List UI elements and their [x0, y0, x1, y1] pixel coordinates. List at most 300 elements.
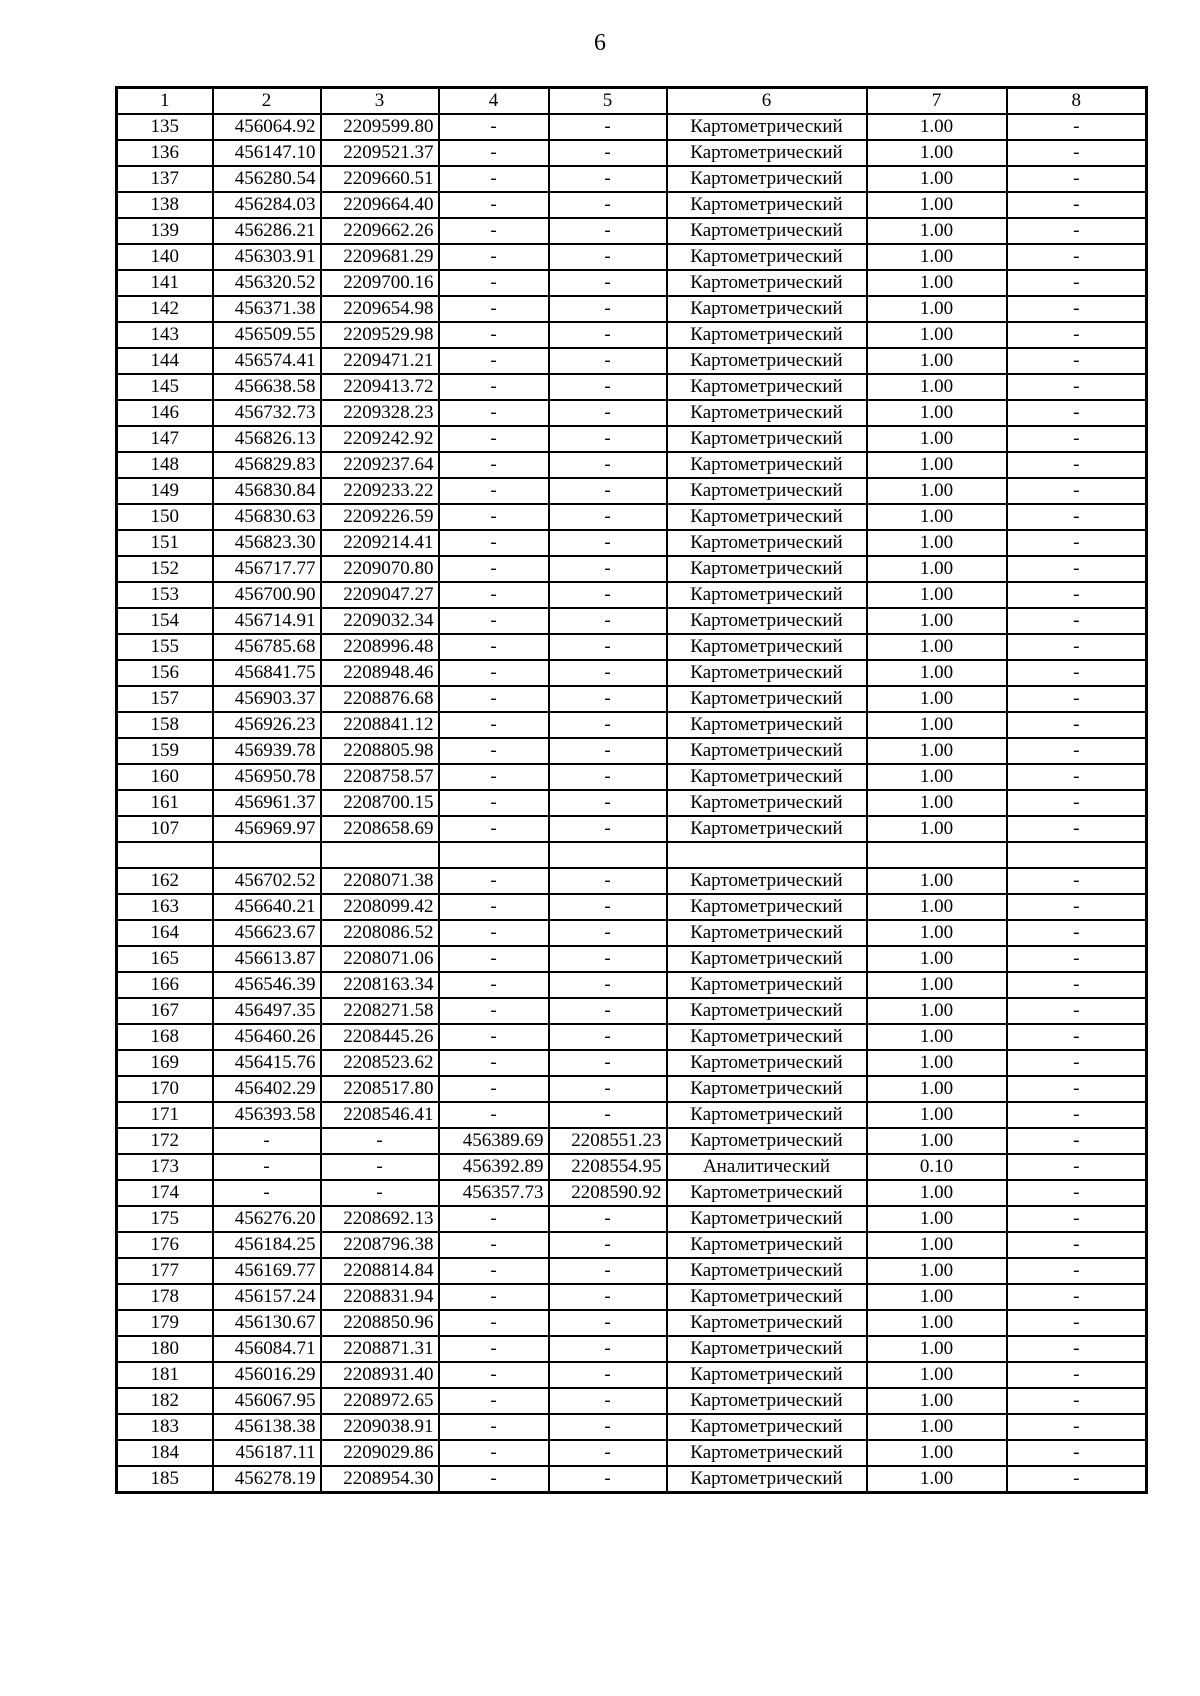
cell-accuracy: 1.00	[867, 582, 1007, 608]
cell-accuracy	[867, 842, 1007, 868]
cell-accuracy: 1.00	[867, 1414, 1007, 1440]
cell-x-coord-new: 456357.73	[439, 1180, 549, 1206]
cell-y-coord-new: -	[549, 348, 667, 374]
cell-method: Аналитический	[667, 1154, 867, 1180]
cell-x-coord: 456640.21	[213, 894, 321, 920]
cell-point-number: 155	[117, 634, 213, 660]
cell-x-coord: 456829.83	[213, 452, 321, 478]
table-row	[117, 166, 1147, 192]
cell-x-coord: 456961.37	[213, 790, 321, 816]
cell-y-coord-new: 2208590.92	[549, 1180, 667, 1206]
cell-method	[667, 842, 867, 868]
cell-method: Картометрический	[667, 556, 867, 582]
cell-accuracy: 1.00	[867, 946, 1007, 972]
cell-x-coord-new: -	[439, 868, 549, 894]
cell-x-coord-new: -	[439, 452, 549, 478]
cell-point-number: 139	[117, 218, 213, 244]
cell-y-coord: 2208071.06	[321, 946, 439, 972]
table-row	[117, 842, 1147, 868]
cell-accuracy: 1.00	[867, 1232, 1007, 1258]
table-row	[117, 192, 1147, 218]
cell-y-coord: 2208805.98	[321, 738, 439, 764]
column-header-7: 7	[867, 88, 1007, 115]
cell-y-coord-new: -	[549, 1258, 667, 1284]
cell-description: -	[1007, 426, 1147, 452]
cell-method: Картометрический	[667, 738, 867, 764]
cell-y-coord: 2208099.42	[321, 894, 439, 920]
cell-accuracy: 1.00	[867, 738, 1007, 764]
cell-accuracy: 1.00	[867, 920, 1007, 946]
cell-point-number: 107	[117, 816, 213, 842]
table-row	[117, 816, 1147, 842]
cell-y-coord-new: -	[549, 764, 667, 790]
cell-y-coord: 2208814.84	[321, 1258, 439, 1284]
cell-y-coord: 2208850.96	[321, 1310, 439, 1336]
cell-x-coord-new: -	[439, 140, 549, 166]
cell-description: -	[1007, 1206, 1147, 1232]
cell-y-coord-new: -	[549, 972, 667, 998]
table-row	[117, 738, 1147, 764]
cell-description: -	[1007, 322, 1147, 348]
cell-y-coord-new: -	[549, 946, 667, 972]
cell-x-coord-new: -	[439, 374, 549, 400]
cell-description: -	[1007, 374, 1147, 400]
table-row	[117, 1466, 1147, 1493]
table-row	[117, 1284, 1147, 1310]
cell-accuracy: 1.00	[867, 426, 1007, 452]
coordinates-table-container	[115, 86, 1145, 1494]
cell-y-coord: 2209664.40	[321, 192, 439, 218]
cell-point-number: 164	[117, 920, 213, 946]
cell-x-coord: 456187.11	[213, 1440, 321, 1466]
cell-description: -	[1007, 686, 1147, 712]
cell-description: -	[1007, 634, 1147, 660]
cell-x-coord-new: -	[439, 504, 549, 530]
table-row	[117, 946, 1147, 972]
cell-x-coord: 456371.38	[213, 296, 321, 322]
cell-method: Картометрический	[667, 140, 867, 166]
cell-x-coord-new: 456392.89	[439, 1154, 549, 1180]
cell-y-coord-new: -	[549, 270, 667, 296]
cell-description: -	[1007, 868, 1147, 894]
table-row	[117, 114, 1147, 140]
cell-y-coord-new: -	[549, 530, 667, 556]
cell-accuracy: 1.00	[867, 504, 1007, 530]
cell-y-coord-new: -	[549, 816, 667, 842]
cell-x-coord: 456950.78	[213, 764, 321, 790]
cell-y-coord-new	[549, 842, 667, 868]
cell-y-coord-new: -	[549, 478, 667, 504]
cell-x-coord: 456903.37	[213, 686, 321, 712]
table-row	[117, 1102, 1147, 1128]
cell-method: Картометрический	[667, 244, 867, 270]
table-row	[117, 348, 1147, 374]
cell-method: Картометрический	[667, 192, 867, 218]
cell-y-coord-new: -	[549, 426, 667, 452]
cell-x-coord-new: -	[439, 1232, 549, 1258]
cell-y-coord-new: -	[549, 1388, 667, 1414]
cell-x-coord: 456016.29	[213, 1362, 321, 1388]
cell-description	[1007, 842, 1147, 868]
cell-point-number: 151	[117, 530, 213, 556]
cell-x-coord: 456702.52	[213, 868, 321, 894]
cell-x-coord-new: -	[439, 270, 549, 296]
cell-y-coord-new: -	[549, 634, 667, 660]
cell-x-coord: 456138.38	[213, 1414, 321, 1440]
cell-y-coord-new: -	[549, 504, 667, 530]
cell-y-coord-new: -	[549, 1076, 667, 1102]
table-row	[117, 218, 1147, 244]
table-row	[117, 582, 1147, 608]
cell-method: Картометрический	[667, 1076, 867, 1102]
cell-y-coord-new: -	[549, 1336, 667, 1362]
cell-accuracy: 1.00	[867, 452, 1007, 478]
table-row	[117, 504, 1147, 530]
cell-x-coord-new: -	[439, 1206, 549, 1232]
cell-x-coord-new: -	[439, 998, 549, 1024]
cell-description: -	[1007, 998, 1147, 1024]
cell-point-number: 150	[117, 504, 213, 530]
cell-description: -	[1007, 530, 1147, 556]
column-header-8: 8	[1007, 88, 1147, 115]
cell-point-number: 171	[117, 1102, 213, 1128]
cell-point-number: 158	[117, 712, 213, 738]
cell-y-coord-new: -	[549, 322, 667, 348]
cell-x-coord-new: -	[439, 1362, 549, 1388]
column-header-4: 4	[439, 88, 549, 115]
cell-x-coord: 456638.58	[213, 374, 321, 400]
cell-point-number: 146	[117, 400, 213, 426]
table-row	[117, 608, 1147, 634]
cell-x-coord-new: -	[439, 972, 549, 998]
cell-description: -	[1007, 1232, 1147, 1258]
cell-x-coord: 456169.77	[213, 1258, 321, 1284]
cell-x-coord: 456509.55	[213, 322, 321, 348]
cell-y-coord-new: -	[549, 1310, 667, 1336]
cell-method: Картометрический	[667, 712, 867, 738]
cell-y-coord: 2208658.69	[321, 816, 439, 842]
cell-x-coord-new: -	[439, 894, 549, 920]
cell-method: Картометрический	[667, 1284, 867, 1310]
table-row	[117, 530, 1147, 556]
cell-y-coord: 2208163.34	[321, 972, 439, 998]
table-row	[117, 972, 1147, 998]
table-row	[117, 712, 1147, 738]
cell-method: Картометрический	[667, 296, 867, 322]
cell-x-coord-new: -	[439, 426, 549, 452]
cell-description: -	[1007, 790, 1147, 816]
cell-y-coord-new: -	[549, 1050, 667, 1076]
table-row	[117, 1336, 1147, 1362]
cell-description: -	[1007, 400, 1147, 426]
cell-x-coord-new: -	[439, 1466, 549, 1493]
cell-point-number: 181	[117, 1362, 213, 1388]
table-row	[117, 1024, 1147, 1050]
cell-y-coord-new: -	[549, 608, 667, 634]
cell-description: -	[1007, 1024, 1147, 1050]
cell-point-number: 162	[117, 868, 213, 894]
cell-x-coord: 456623.67	[213, 920, 321, 946]
cell-x-coord: 456278.19	[213, 1466, 321, 1493]
cell-y-coord-new: -	[549, 660, 667, 686]
cell-y-coord-new: -	[549, 1466, 667, 1493]
cell-x-coord: 456284.03	[213, 192, 321, 218]
cell-y-coord: 2209471.21	[321, 348, 439, 374]
cell-description: -	[1007, 1362, 1147, 1388]
cell-method: Картометрический	[667, 1258, 867, 1284]
cell-x-coord-new: 456389.69	[439, 1128, 549, 1154]
cell-point-number: 135	[117, 114, 213, 140]
cell-method: Картометрический	[667, 218, 867, 244]
cell-y-coord: 2209032.34	[321, 608, 439, 634]
cell-method: Картометрический	[667, 1310, 867, 1336]
cell-y-coord-new: -	[549, 868, 667, 894]
cell-x-coord: 456320.52	[213, 270, 321, 296]
cell-y-coord: 2208700.15	[321, 790, 439, 816]
table-row	[117, 894, 1147, 920]
cell-point-number: 179	[117, 1310, 213, 1336]
cell-point-number: 180	[117, 1336, 213, 1362]
cell-accuracy: 0.10	[867, 1154, 1007, 1180]
cell-method: Картометрический	[667, 374, 867, 400]
cell-description: -	[1007, 946, 1147, 972]
cell-point-number: 168	[117, 1024, 213, 1050]
cell-x-coord-new: -	[439, 1414, 549, 1440]
cell-x-coord: 456184.25	[213, 1232, 321, 1258]
cell-x-coord-new: -	[439, 556, 549, 582]
cell-description: -	[1007, 504, 1147, 530]
column-header-3: 3	[321, 88, 439, 115]
cell-y-coord: 2208517.80	[321, 1076, 439, 1102]
cell-x-coord-new: -	[439, 946, 549, 972]
cell-accuracy: 1.00	[867, 972, 1007, 998]
cell-y-coord-new: -	[549, 1102, 667, 1128]
cell-point-number: 185	[117, 1466, 213, 1493]
cell-y-coord: -	[321, 1154, 439, 1180]
coordinates-table	[115, 86, 1148, 1494]
table-row	[117, 1258, 1147, 1284]
cell-description: -	[1007, 478, 1147, 504]
table-header-row	[117, 88, 1147, 115]
table-row	[117, 790, 1147, 816]
cell-x-coord: 456546.39	[213, 972, 321, 998]
cell-x-coord: 456415.76	[213, 1050, 321, 1076]
cell-x-coord: 456276.20	[213, 1206, 321, 1232]
cell-x-coord	[213, 842, 321, 868]
cell-description: -	[1007, 114, 1147, 140]
cell-y-coord: 2208841.12	[321, 712, 439, 738]
cell-y-coord-new: -	[549, 244, 667, 270]
cell-accuracy: 1.00	[867, 1050, 1007, 1076]
cell-accuracy: 1.00	[867, 192, 1007, 218]
cell-x-coord-new: -	[439, 1050, 549, 1076]
cell-method: Картометрический	[667, 660, 867, 686]
cell-accuracy: 1.00	[867, 660, 1007, 686]
cell-x-coord: 456147.10	[213, 140, 321, 166]
table-row	[117, 1206, 1147, 1232]
cell-point-number: 183	[117, 1414, 213, 1440]
cell-y-coord: 2209070.80	[321, 556, 439, 582]
cell-description: -	[1007, 660, 1147, 686]
table-row	[117, 1076, 1147, 1102]
cell-x-coord: 456714.91	[213, 608, 321, 634]
cell-description: -	[1007, 1388, 1147, 1414]
cell-accuracy: 1.00	[867, 296, 1007, 322]
cell-x-coord: -	[213, 1154, 321, 1180]
cell-description: -	[1007, 712, 1147, 738]
cell-accuracy: 1.00	[867, 322, 1007, 348]
cell-x-coord-new	[439, 842, 549, 868]
cell-y-coord-new: -	[549, 790, 667, 816]
cell-accuracy: 1.00	[867, 114, 1007, 140]
cell-description: -	[1007, 764, 1147, 790]
cell-description: -	[1007, 244, 1147, 270]
cell-y-coord-new: 2208554.95	[549, 1154, 667, 1180]
cell-description: -	[1007, 1466, 1147, 1493]
cell-description: -	[1007, 894, 1147, 920]
cell-x-coord-new: -	[439, 790, 549, 816]
cell-accuracy: 1.00	[867, 1388, 1007, 1414]
cell-accuracy: 1.00	[867, 1310, 1007, 1336]
cell-description: -	[1007, 556, 1147, 582]
table-row	[117, 634, 1147, 660]
cell-point-number: 175	[117, 1206, 213, 1232]
cell-x-coord-new: -	[439, 920, 549, 946]
cell-x-coord-new: -	[439, 686, 549, 712]
cell-description: -	[1007, 972, 1147, 998]
table-row	[117, 998, 1147, 1024]
cell-x-coord-new: -	[439, 1258, 549, 1284]
cell-y-coord: 2209237.64	[321, 452, 439, 478]
cell-y-coord-new: -	[549, 114, 667, 140]
cell-method: Картометрический	[667, 816, 867, 842]
cell-accuracy: 1.00	[867, 868, 1007, 894]
cell-point-number: 163	[117, 894, 213, 920]
cell-method: Картометрический	[667, 920, 867, 946]
cell-point-number: 174	[117, 1180, 213, 1206]
cell-y-coord-new: -	[549, 1232, 667, 1258]
cell-y-coord-new: -	[549, 1284, 667, 1310]
cell-x-coord-new: -	[439, 1024, 549, 1050]
cell-x-coord-new: -	[439, 738, 549, 764]
cell-y-coord: 2209226.59	[321, 504, 439, 530]
cell-point-number: 178	[117, 1284, 213, 1310]
cell-accuracy: 1.00	[867, 998, 1007, 1024]
cell-y-coord-new: -	[549, 1206, 667, 1232]
cell-x-coord: 456926.23	[213, 712, 321, 738]
cell-accuracy: 1.00	[867, 816, 1007, 842]
cell-point-number: 182	[117, 1388, 213, 1414]
cell-x-coord-new: -	[439, 1102, 549, 1128]
cell-accuracy: 1.00	[867, 764, 1007, 790]
cell-y-coord: 2209681.29	[321, 244, 439, 270]
cell-y-coord: 2208972.65	[321, 1388, 439, 1414]
cell-accuracy: 1.00	[867, 1128, 1007, 1154]
cell-y-coord: 2208996.48	[321, 634, 439, 660]
table-row	[117, 764, 1147, 790]
cell-point-number: 160	[117, 764, 213, 790]
cell-description: -	[1007, 140, 1147, 166]
cell-x-coord: 456785.68	[213, 634, 321, 660]
cell-accuracy: 1.00	[867, 1180, 1007, 1206]
cell-method: Картометрический	[667, 426, 867, 452]
cell-y-coord-new: -	[549, 686, 667, 712]
cell-accuracy: 1.00	[867, 1284, 1007, 1310]
cell-x-coord: 456717.77	[213, 556, 321, 582]
cell-description: -	[1007, 1102, 1147, 1128]
cell-x-coord: 456402.29	[213, 1076, 321, 1102]
cell-point-number: 142	[117, 296, 213, 322]
cell-point-number: 167	[117, 998, 213, 1024]
cell-description: -	[1007, 192, 1147, 218]
cell-x-coord-new: -	[439, 608, 549, 634]
page-number: 6	[594, 30, 606, 56]
cell-method: Картометрический	[667, 504, 867, 530]
cell-x-coord-new: -	[439, 1388, 549, 1414]
cell-x-coord: 456157.24	[213, 1284, 321, 1310]
cell-point-number: 144	[117, 348, 213, 374]
cell-description: -	[1007, 920, 1147, 946]
cell-method: Картометрический	[667, 452, 867, 478]
cell-y-coord: 2208758.57	[321, 764, 439, 790]
cell-accuracy: 1.00	[867, 1206, 1007, 1232]
table-row	[117, 478, 1147, 504]
cell-y-coord: 2208931.40	[321, 1362, 439, 1388]
cell-x-coord-new: -	[439, 1336, 549, 1362]
cell-y-coord: 2208831.94	[321, 1284, 439, 1310]
cell-accuracy: 1.00	[867, 1102, 1007, 1128]
cell-x-coord-new: -	[439, 166, 549, 192]
cell-x-coord: -	[213, 1128, 321, 1154]
cell-x-coord-new: -	[439, 400, 549, 426]
cell-point-number: 152	[117, 556, 213, 582]
cell-point-number: 169	[117, 1050, 213, 1076]
cell-point-number: 172	[117, 1128, 213, 1154]
cell-accuracy: 1.00	[867, 530, 1007, 556]
cell-y-coord-new: -	[549, 998, 667, 1024]
cell-y-coord-new: -	[549, 218, 667, 244]
column-header-1: 1	[117, 88, 213, 115]
cell-point-number: 177	[117, 1258, 213, 1284]
cell-description: -	[1007, 296, 1147, 322]
cell-x-coord: 456067.95	[213, 1388, 321, 1414]
cell-x-coord-new: -	[439, 192, 549, 218]
cell-method: Картометрический	[667, 972, 867, 998]
cell-method: Картометрический	[667, 1128, 867, 1154]
cell-x-coord-new: -	[439, 1076, 549, 1102]
cell-method: Картометрический	[667, 946, 867, 972]
cell-x-coord-new: -	[439, 1440, 549, 1466]
cell-x-coord: 456830.84	[213, 478, 321, 504]
cell-point-number: 147	[117, 426, 213, 452]
cell-x-coord: 456460.26	[213, 1024, 321, 1050]
cell-x-coord: 456280.54	[213, 166, 321, 192]
table-row	[117, 868, 1147, 894]
table-row	[117, 1180, 1147, 1206]
cell-x-coord: 456841.75	[213, 660, 321, 686]
cell-description: -	[1007, 1310, 1147, 1336]
cell-method: Картометрический	[667, 1466, 867, 1493]
cell-accuracy: 1.00	[867, 478, 1007, 504]
cell-y-coord-new: -	[549, 166, 667, 192]
cell-accuracy: 1.00	[867, 166, 1007, 192]
cell-method: Картометрический	[667, 1050, 867, 1076]
cell-point-number: 166	[117, 972, 213, 998]
cell-y-coord-new: -	[549, 192, 667, 218]
cell-y-coord-new: -	[549, 556, 667, 582]
table-row	[117, 270, 1147, 296]
cell-method: Картометрический	[667, 998, 867, 1024]
